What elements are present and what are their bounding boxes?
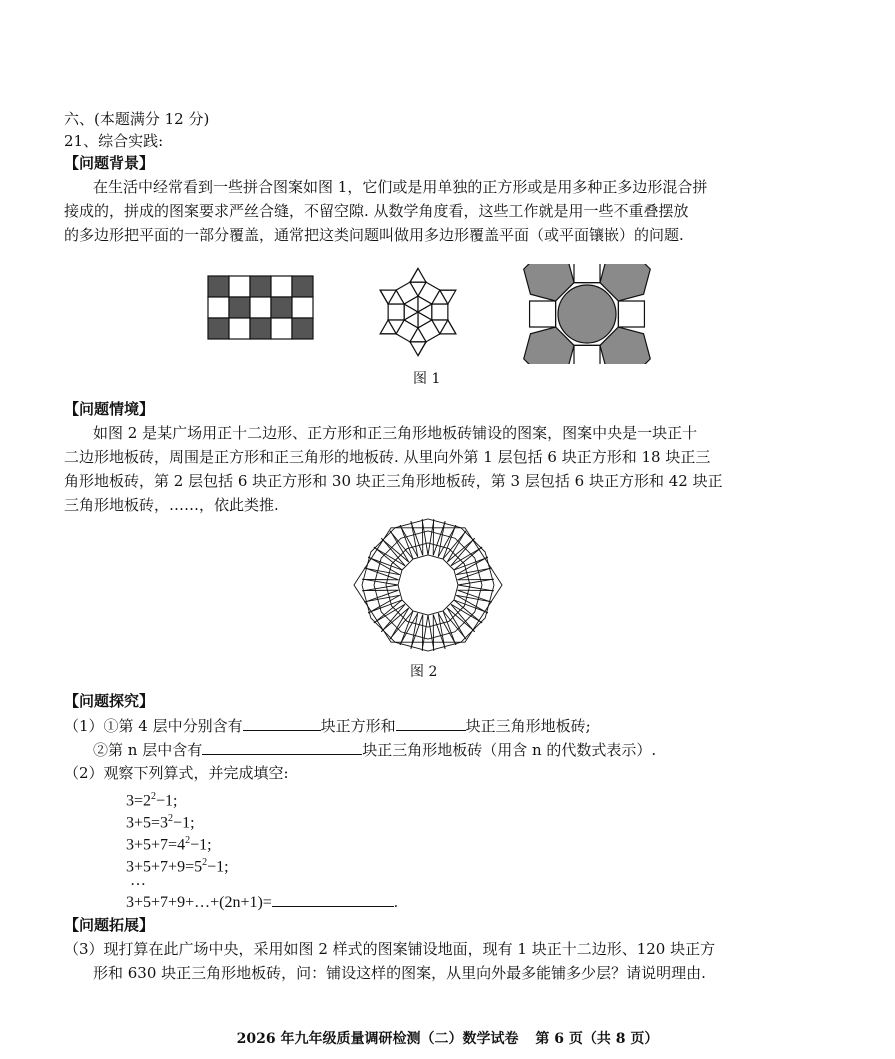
situation-title: 【问题情境】 [64,400,155,418]
background-title: 【问题背景】 [64,154,155,172]
explore-title: 【问题探究】 [64,692,155,710]
eq-general-end: . [393,894,398,911]
checker-square [292,297,313,318]
figure-1 [205,264,655,364]
tile-edge [374,600,402,623]
square-triangle-tiling [380,268,456,355]
answer-blank-triangles[interactable] [396,714,466,731]
edge-square [432,304,448,320]
checker-square [250,318,271,339]
eq3-lhs: 3+5+7=4 [126,836,186,854]
tile-edge [451,604,475,632]
tile-edge [374,547,402,570]
equation-ellipsis: … [130,872,146,889]
checker-square [271,297,292,318]
center-disc [558,285,616,343]
answer-blank-nth-layer[interactable] [202,738,362,755]
checker-square [250,297,271,318]
eq3-exp: 2 [185,835,191,846]
tile-edge [454,600,482,623]
tile-edge [381,604,405,632]
checker-square [271,276,292,297]
checker-square [208,276,229,297]
background-line-1: 在生活中经常看到一些拼合图案如图 1，它们或是用单独的正方形或是用多种正多边形混合拼 [93,178,708,196]
background-line-3: 的多边形把平面的一部分覆盖，通常把这类问题叫做用多边形覆盖平面（或平面镶嵌）的问题. [64,226,684,244]
outer-square [618,301,644,327]
footer-page-number: 第 6 页（共 8 页） [535,1031,659,1047]
layer-boundary [374,531,482,639]
section-heading: 六、(本题满分 12 分) [64,110,210,128]
question-3-line-1: （3）现打算在此广场中央，采用如图 2 样式的图案铺设地面，现有 1 块正十二边形、120 块正方 [64,940,716,958]
tile-edge [451,538,475,566]
question-1a [64,714,591,737]
outer-triangle [410,342,426,356]
question-number: 21、综合实践: [64,132,164,150]
q1a-mid: 块正方形和 [320,717,396,735]
tile-edge [390,611,413,639]
checker-square [271,318,292,339]
checker-square [250,276,271,297]
eq2-rhs: −1; [173,814,195,832]
question-3-line-2: 形和 630 块正三角形地板砖，问：铺设这样的图案，从里向外最多能铺多少层？请说明理由. [93,964,706,982]
outer-square [530,301,556,327]
tile-edge [454,547,482,570]
checker-square [292,276,313,297]
eq1-rhs: −1; [156,792,178,810]
polygon-ring-tiling [524,264,651,364]
eq3-rhs: −1; [190,836,212,854]
eq4-exp: 2 [202,857,208,868]
tile-edge [447,608,475,632]
situation-line-2: 二边形地板砖，周围是正方形和正三角形的地板砖. 从里向外第 1 层包括 6 块正方形和 18 块正三 [64,448,711,466]
tile-edge [447,538,475,562]
equation-general [126,890,398,914]
situation-line-4: 三角形地板砖，……，依此类推. [64,496,279,514]
outer-triangle [410,268,426,282]
page-footer [0,1028,895,1048]
checkerboard-tiling [208,276,313,339]
layer-boundary [398,555,458,615]
checker-square [229,318,250,339]
situation-line-1: 如图 2 是某广场用正十二边形、正方形和正三角形地板砖铺设的图案，图案中央是一块正十 [93,424,698,442]
q1b-prefix: ②第 n 层中含有 [93,741,203,759]
footer-title: 2026 年九年级质量调研检测（二）数学试卷 [236,1031,519,1047]
layer-boundary [386,543,470,627]
answer-blank-sum[interactable] [272,890,394,907]
question-2: （2）观察下列算式，并完成填空: [64,764,289,782]
edge-square [388,304,404,320]
answer-blank-squares[interactable] [243,714,321,731]
q1b-suffix: 块正三角形地板砖（用含 n 的代数式表示）. [362,741,657,759]
checker-square [208,297,229,318]
outer-hexagon-outline [354,528,502,642]
eq2-lhs: 3+5=3 [126,814,169,832]
checker-square [208,318,229,339]
checker-square [292,318,313,339]
tile-edge [381,538,409,562]
extend-title: 【问题拓展】 [64,916,155,934]
tile-edge [390,531,413,559]
eq2-exp: 2 [168,813,174,824]
figure-1-caption: 图 1 [413,371,441,387]
question-1b [93,738,656,761]
q1a-suffix: 块正三角形地板砖; [465,717,591,735]
background-line-2: 接成的，拼成的图案要求严丝合缝，不留空隙. 从数学角度看，这些工作就是用一些不重叠摆放 [64,202,689,220]
tile-edge [381,538,405,566]
outer-square [574,264,600,283]
tile-edge [443,531,466,559]
eq1-exp: 2 [151,791,157,802]
situation-line-3: 角形地板砖，第 2 层包括 6 块正方形和 30 块正三角形地板砖，第 3 层包括 6 块正方形和 42 块正 [64,472,723,490]
checker-square [229,276,250,297]
eq4-lhs: 3+5+7+9=5 [126,858,203,876]
q1a-prefix: （1）①第 4 层中分别含有 [64,717,243,735]
tile-edge [443,611,466,639]
checker-square [229,297,250,318]
eq1-lhs: 3=2 [126,792,152,810]
eq-general-lhs: 3+5+7+9+…+(2n+1)= [126,894,272,911]
outer-square [574,345,600,364]
figure-2-caption: 图 2 [410,664,438,680]
eq4-rhs: −1; [207,858,229,876]
tile-edge [381,608,409,632]
figure-2 [352,516,504,654]
